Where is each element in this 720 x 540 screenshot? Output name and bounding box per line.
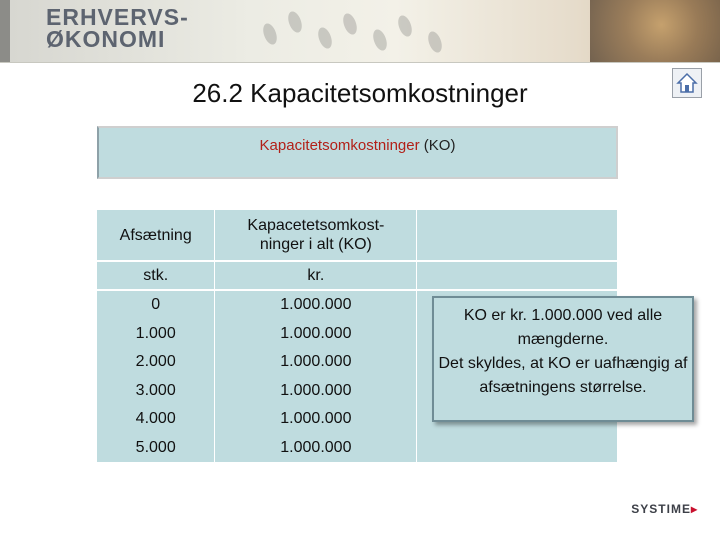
cell-ko: 1.000.000 xyxy=(215,290,417,320)
logo-line-1: ERHVERVS- xyxy=(46,4,189,30)
cell-ko: 1.000.000 xyxy=(215,377,417,406)
logo xyxy=(46,6,189,50)
page-title: 26.2 Kapacitetsomkostninger xyxy=(192,78,528,108)
cell-empty xyxy=(417,434,618,463)
unit-stk: stk. xyxy=(97,261,215,290)
table-header-row xyxy=(97,210,618,261)
unit-kr: kr. xyxy=(215,261,417,290)
header-banner xyxy=(0,0,720,63)
publisher-mark: ▸ xyxy=(690,502,698,516)
cell-ko: 1.000.000 xyxy=(215,348,417,377)
header-photo xyxy=(590,0,720,62)
cell-ko: 1.000.000 xyxy=(215,405,417,434)
footprints-decoration xyxy=(250,4,470,58)
cell-afsaetning: 0 xyxy=(97,290,215,320)
explanation-callout xyxy=(432,296,694,422)
cell-ko: 1.000.000 xyxy=(215,320,417,349)
header-ko-total-label: Kapacetetsomkost-ninger i alt (KO) xyxy=(247,217,385,253)
callout-line-2: Det skyldes, at KO er uafhængig af afsætningens størrelse. xyxy=(438,355,688,396)
publisher-logo xyxy=(631,502,698,516)
header-ko-total xyxy=(215,210,417,261)
cell-afsaetning: 4.000 xyxy=(97,405,215,434)
cell-afsaetning: 5.000 xyxy=(97,434,215,463)
ko-term: Kapacitetsomkostninger xyxy=(259,137,420,154)
home-icon xyxy=(676,72,698,94)
cell-afsaetning: 1.000 xyxy=(97,320,215,349)
home-button[interactable] xyxy=(672,68,702,98)
callout-line-1: KO er kr. 1.000.000 ved alle mængderne. xyxy=(463,307,663,348)
ko-definition-box xyxy=(97,126,618,179)
table-row xyxy=(97,434,618,463)
ko-abbreviation: (KO) xyxy=(419,137,456,154)
unit-empty xyxy=(417,261,618,290)
cell-ko: 1.000.000 xyxy=(215,434,417,463)
publisher-name: SYSTIME xyxy=(631,502,691,516)
cell-afsaetning: 2.000 xyxy=(97,348,215,377)
header-empty xyxy=(417,210,618,261)
table-unit-row xyxy=(97,261,618,290)
cell-afsaetning: 3.000 xyxy=(97,377,215,406)
header-afsaetning: Afsætning xyxy=(97,210,215,261)
logo-line-2: ØKONOMI xyxy=(46,26,166,52)
